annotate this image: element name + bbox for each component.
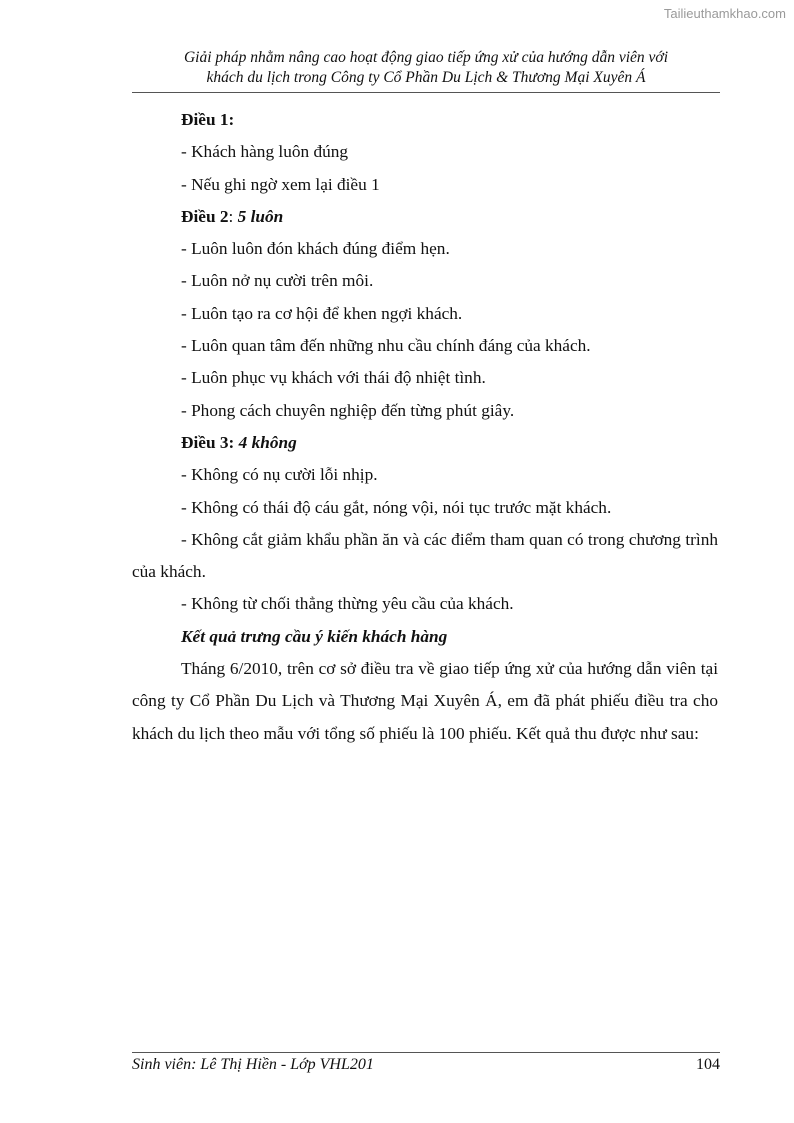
dieu3-item: - Không có nụ cười lỗi nhịp. bbox=[181, 465, 378, 485]
page-header bbox=[132, 48, 720, 88]
dieu2-item: - Luôn quan tâm đến những nhu cầu chính đáng của khách. bbox=[181, 336, 591, 356]
dieu2-label: Điều 2 bbox=[181, 206, 229, 226]
dieu3-item: - Không có thái độ cáu gắt, nóng vội, nói tục trước mặt khách. bbox=[181, 497, 612, 517]
page-content bbox=[132, 104, 718, 750]
footer-student: Sinh viên: Lê Thị Hiền - Lớp VHL201 bbox=[132, 1056, 374, 1073]
dieu3-item: - Không cắt giảm khẩu phần ăn và các điểm tham quan có trong chương trình của khách. bbox=[132, 529, 718, 582]
header-line-2: khách du lịch trong Công ty Cổ Phần Du Lịch & Thương Mại Xuyên Á bbox=[206, 69, 646, 86]
dieu1-item: - Khách hàng luôn đúng bbox=[181, 142, 349, 162]
header-line-1: Giải pháp nhằm nâng cao hoạt động giao tiếp ứng xử của hướng dẫn viên với bbox=[183, 49, 669, 66]
result-heading: Kết quả trưng cầu ý kiến khách hàng bbox=[181, 626, 448, 646]
dieu2-item: - Luôn luôn đón khách đúng điểm hẹn. bbox=[181, 239, 450, 259]
dieu3-item: - Không từ chối thẳng thừng yêu cầu của khách. bbox=[181, 594, 514, 614]
footer-divider bbox=[132, 1052, 720, 1053]
watermark: Tailieuthamkhao.com bbox=[663, 6, 786, 21]
dieu2-item: - Luôn phục vụ khách với thái độ nhiệt tình. bbox=[181, 368, 486, 388]
dieu2-item: - Luôn nở nụ cười trên môi. bbox=[181, 271, 374, 291]
dieu2-item: - Phong cách chuyên nghiệp đến từng phút giây. bbox=[181, 400, 515, 420]
header-divider bbox=[132, 92, 720, 93]
dieu3-label: Điều 3: bbox=[181, 432, 235, 452]
dieu2-heading bbox=[132, 201, 718, 233]
page-number: 104 bbox=[696, 1056, 720, 1073]
dieu1-item: - Nếu ghi ngờ xem lại điều 1 bbox=[181, 174, 380, 194]
dieu2-separator: : bbox=[228, 206, 238, 226]
dieu3-heading bbox=[132, 427, 718, 459]
result-paragraph: Tháng 6/2010, trên cơ sở điều tra về giao tiếp ứng xử của hướng dẫn viên tại công ty Cổ Phần Du Lịch và Thương Mại Xuyên Á, em đã phát phiếu điều tra cho khách du lịch theo mẫu với tổng số phiếu là 100 phiếu. Kết quả thu được như sau: bbox=[132, 659, 718, 743]
dieu3-subtitle: 4 không bbox=[238, 432, 297, 452]
dieu1-heading: Điều 1: bbox=[181, 110, 235, 129]
dieu2-subtitle: 5 luôn bbox=[237, 206, 284, 226]
dieu2-item: - Luôn tạo ra cơ hội để khen ngợi khách. bbox=[181, 303, 463, 323]
